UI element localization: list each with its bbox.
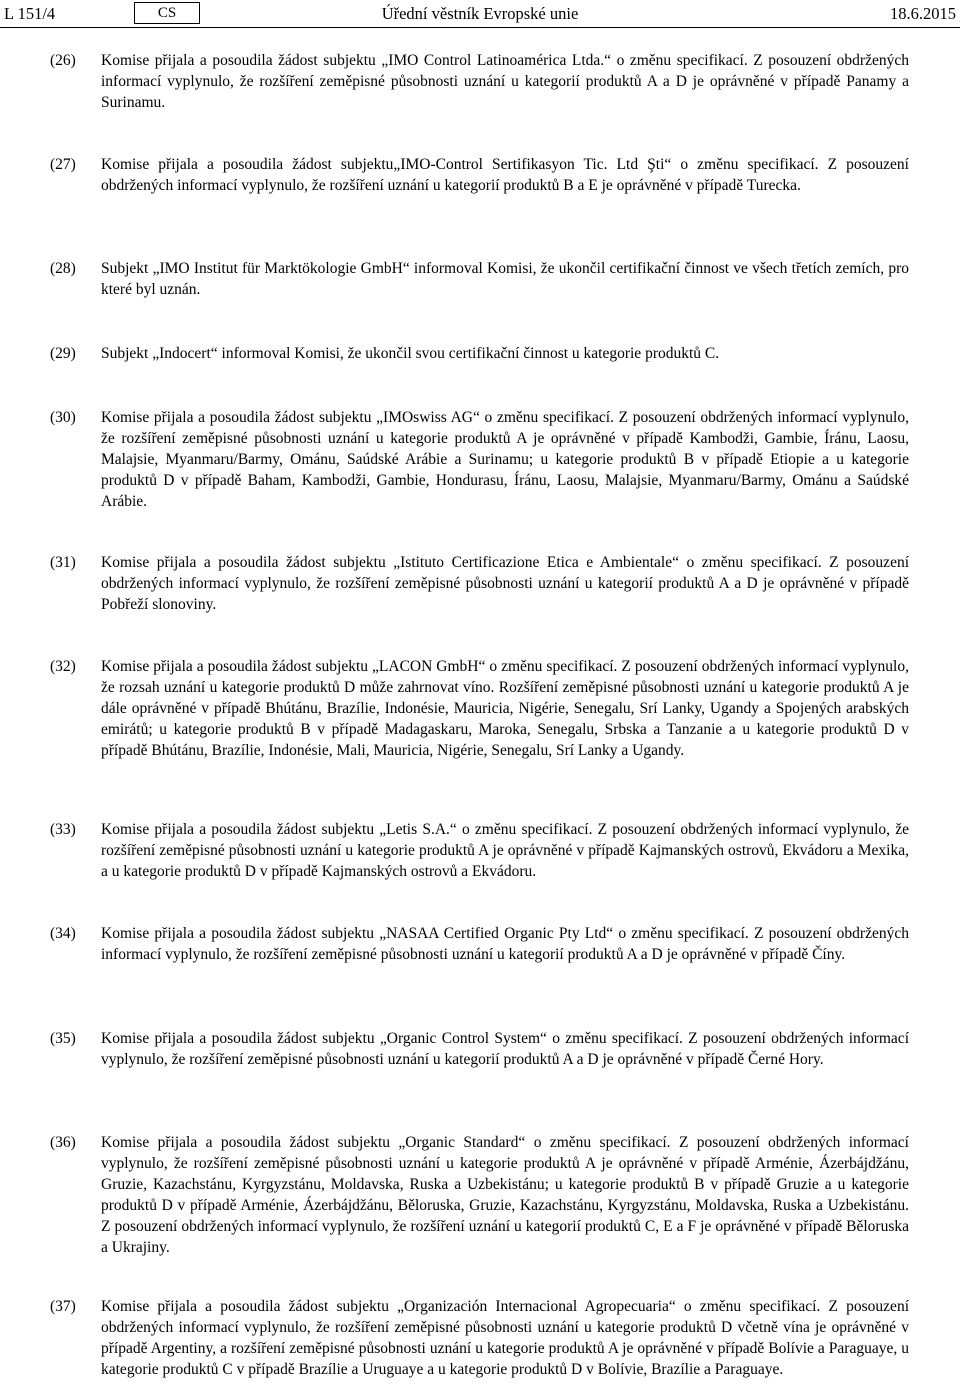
paragraph-text: Komise přijala a posoudila žádost subjektu „IMOswiss AG“ o změnu specifikací. Z posouzení obdržených informací vyplynulo, že rozšíření zeměpisné působnosti uznání u kategorie produktů A je oprávněné v případě Kambodži, Gambie, Íránu, Laosu, Malajsie, Myanmaru/Barmy, Ománu, Saúdské Arábie a Surinamu; u kategorie produktů B v případě Etiopie a u kategorie produktů D v případě Baham, Kambodži, Gambie, Hondurasu, Íránu, Laosu, Malajsie, Myanmaru/Barmy, Ománu a Saúdské Arábie. xyxy=(101,409,909,510)
paragraph-number: (37) xyxy=(50,1298,76,1315)
paragraph-text: Komise přijala a posoudila žádost subjektu „Organización Internacional Agropecuaria“ o změnu specifikací. Z posouzení obdržených informací vyplynulo, že rozšíření zeměpisné působnosti uznání u kategorie produktů D včetně vína je oprávněné v případě Argentiny, a rozšíření zeměpisné působnosti uznání u kategorie produktů A je oprávněné v případě Bolívie a Paraguaye, u kategorie produktů C v případě Brazílie a Uruguaye a u kategorie produktů D v Bolívie, Brazílie a Paraguaye. xyxy=(101,1298,909,1378)
paragraph-number: (33) xyxy=(50,821,76,838)
paragraph-text: Komise přijala a posoudila žádost subjektu „NASAA Certified Organic Pty Ltd“ o změnu specifikací. Z posouzení obdržených informací vyplynulo, že rozšíření zeměpisné působnosti uznání u kategorií produktů A a D je oprávněné v případě Číny. xyxy=(101,925,909,963)
paragraph-text: Komise přijala a posoudila žádost subjektu „IMO Control Latinoamérica Ltda.“ o změnu specifikací. Z posouzení obdržených informací vyplynulo, že rozšíření zeměpisné působnosti uznání u kategorií produktů A a D je oprávněné v případě Panamy a Surinamu. xyxy=(101,52,909,111)
paragraph-text: Subjekt „IMO Institut für Marktökologie GmbH“ informoval Komisi, že ukončil certifikační činnost ve všech třetích zemích, pro které byl uznán. xyxy=(101,260,909,298)
page-reference: L 151/4 xyxy=(4,4,56,23)
paragraph-text: Komise přijala a posoudila žádost subjektu „Organic Control System“ o změnu specifikací. Z posouzení obdržených informací vyplynulo, že rozšíření zeměpisné působnosti uznání u kategorií produktů A a D je oprávněné v případě Černé Hory. xyxy=(101,1030,909,1068)
paragraph-text: Komise přijala a posoudila žádost subjektu „Istituto Certificazione Etica e Ambientale“ o změnu specifikací. Z posouzení obdržených informací vyplynulo, že rozšíření zeměpisné působnosti uznání u kategorií produktů A a D je oprávněné v případě Pobřeží slonoviny. xyxy=(101,554,909,613)
paragraph-number: (31) xyxy=(50,554,76,571)
paragraph-number: (29) xyxy=(50,345,76,362)
paragraph-number: (28) xyxy=(50,260,76,277)
paragraph-number: (30) xyxy=(50,409,76,426)
language-code-box: CS xyxy=(134,2,200,24)
header-rule xyxy=(0,27,960,28)
paragraph-number: (34) xyxy=(50,925,76,942)
paragraph-text: Komise přijala a posoudila žádost subjektu „Organic Standard“ o změnu specifikací. Z posouzení obdržených informací vyplynulo, že rozšíření zeměpisné působnosti uznání u kategorie produktů A je oprávněné v případě Arménie, Ázerbájdžánu, Gruzie, Kazachstánu, Kyrgyzstánu, Moldavska, Ruska a Uzbekistánu; u kategorie produktů B v případě Gruzie a u kategorie produktů D v případě Arménie, Ázerbájdžánu, Běloruska, Gruzie, Kazachstánu, Kyrgyzstánu, Moldavska, Ruska a Uzbekistánu. Z posouzení obdržených informací vyplynulo, že rozšíření uznání u kategorií produktů C, E a F je oprávněné v případě Běloruska a Ukrajiny. xyxy=(101,1134,909,1256)
paragraph-text: Komise přijala a posoudila žádost subjektu „LACON GmbH“ o změnu specifikací. Z posouzení obdržených informací vyplynulo, že rozsah uznání u kategorie produktů D může zahrnovat víno. Rozšíření zeměpisné působnosti uznání u kategorie produktů A je dále oprávněné v případě Bhútánu, Brazílie, Indonésie, Mauricia, Nigérie, Senegalu, Srí Lanky, Ugandy a Spojených arabských emirátů; u kategorie produktů B v případě Madagaskaru, Maroka, Senegalu, Srbska a Tanzanie a u kategorie produktů D v případě Bhútánu, Brazílie, Indonésie, Mali, Mauricia, Nigérie, Senegalu, Srí Lanky a Ugandy. xyxy=(101,658,909,759)
paragraph-text: Subjekt „Indocert“ informoval Komisi, že ukončil svou certifikační činnost u kategorie produktů C. xyxy=(101,345,720,362)
publication-date: 18.6.2015 xyxy=(890,4,956,23)
journal-title: Úřední věstník Evropské unie xyxy=(381,4,579,23)
paragraph-text: Komise přijala a posoudila žádost subjektu „Letis S.A.“ o změnu specifikací. Z posouzení obdržených informací vyplynulo, že rozšíření zeměpisné působnosti uznání u kategorie produktů A je oprávněné v případě Kajmanských ostrovů, Ekvádoru a Mexika, a u kategorie produktů D v případě Kajmanských ostrovů a Ekvádoru. xyxy=(101,821,909,880)
page-header xyxy=(0,0,960,28)
paragraph-number: (32) xyxy=(50,658,76,675)
paragraph-number: (35) xyxy=(50,1030,76,1047)
paragraph-text: Komise přijala a posoudila žádost subjektu„IMO-Control Sertifikasyon Tic. Ltd Şti“ o změnu specifikací. Z posouzení obdržených informací vyplynulo, že rozšíření uznání u kategorií produktů B a E je oprávněné v případě Turecka. xyxy=(101,156,909,194)
paragraph-number: (26) xyxy=(50,52,76,69)
paragraph-number: (36) xyxy=(50,1134,76,1151)
paragraph-number: (27) xyxy=(50,156,76,173)
